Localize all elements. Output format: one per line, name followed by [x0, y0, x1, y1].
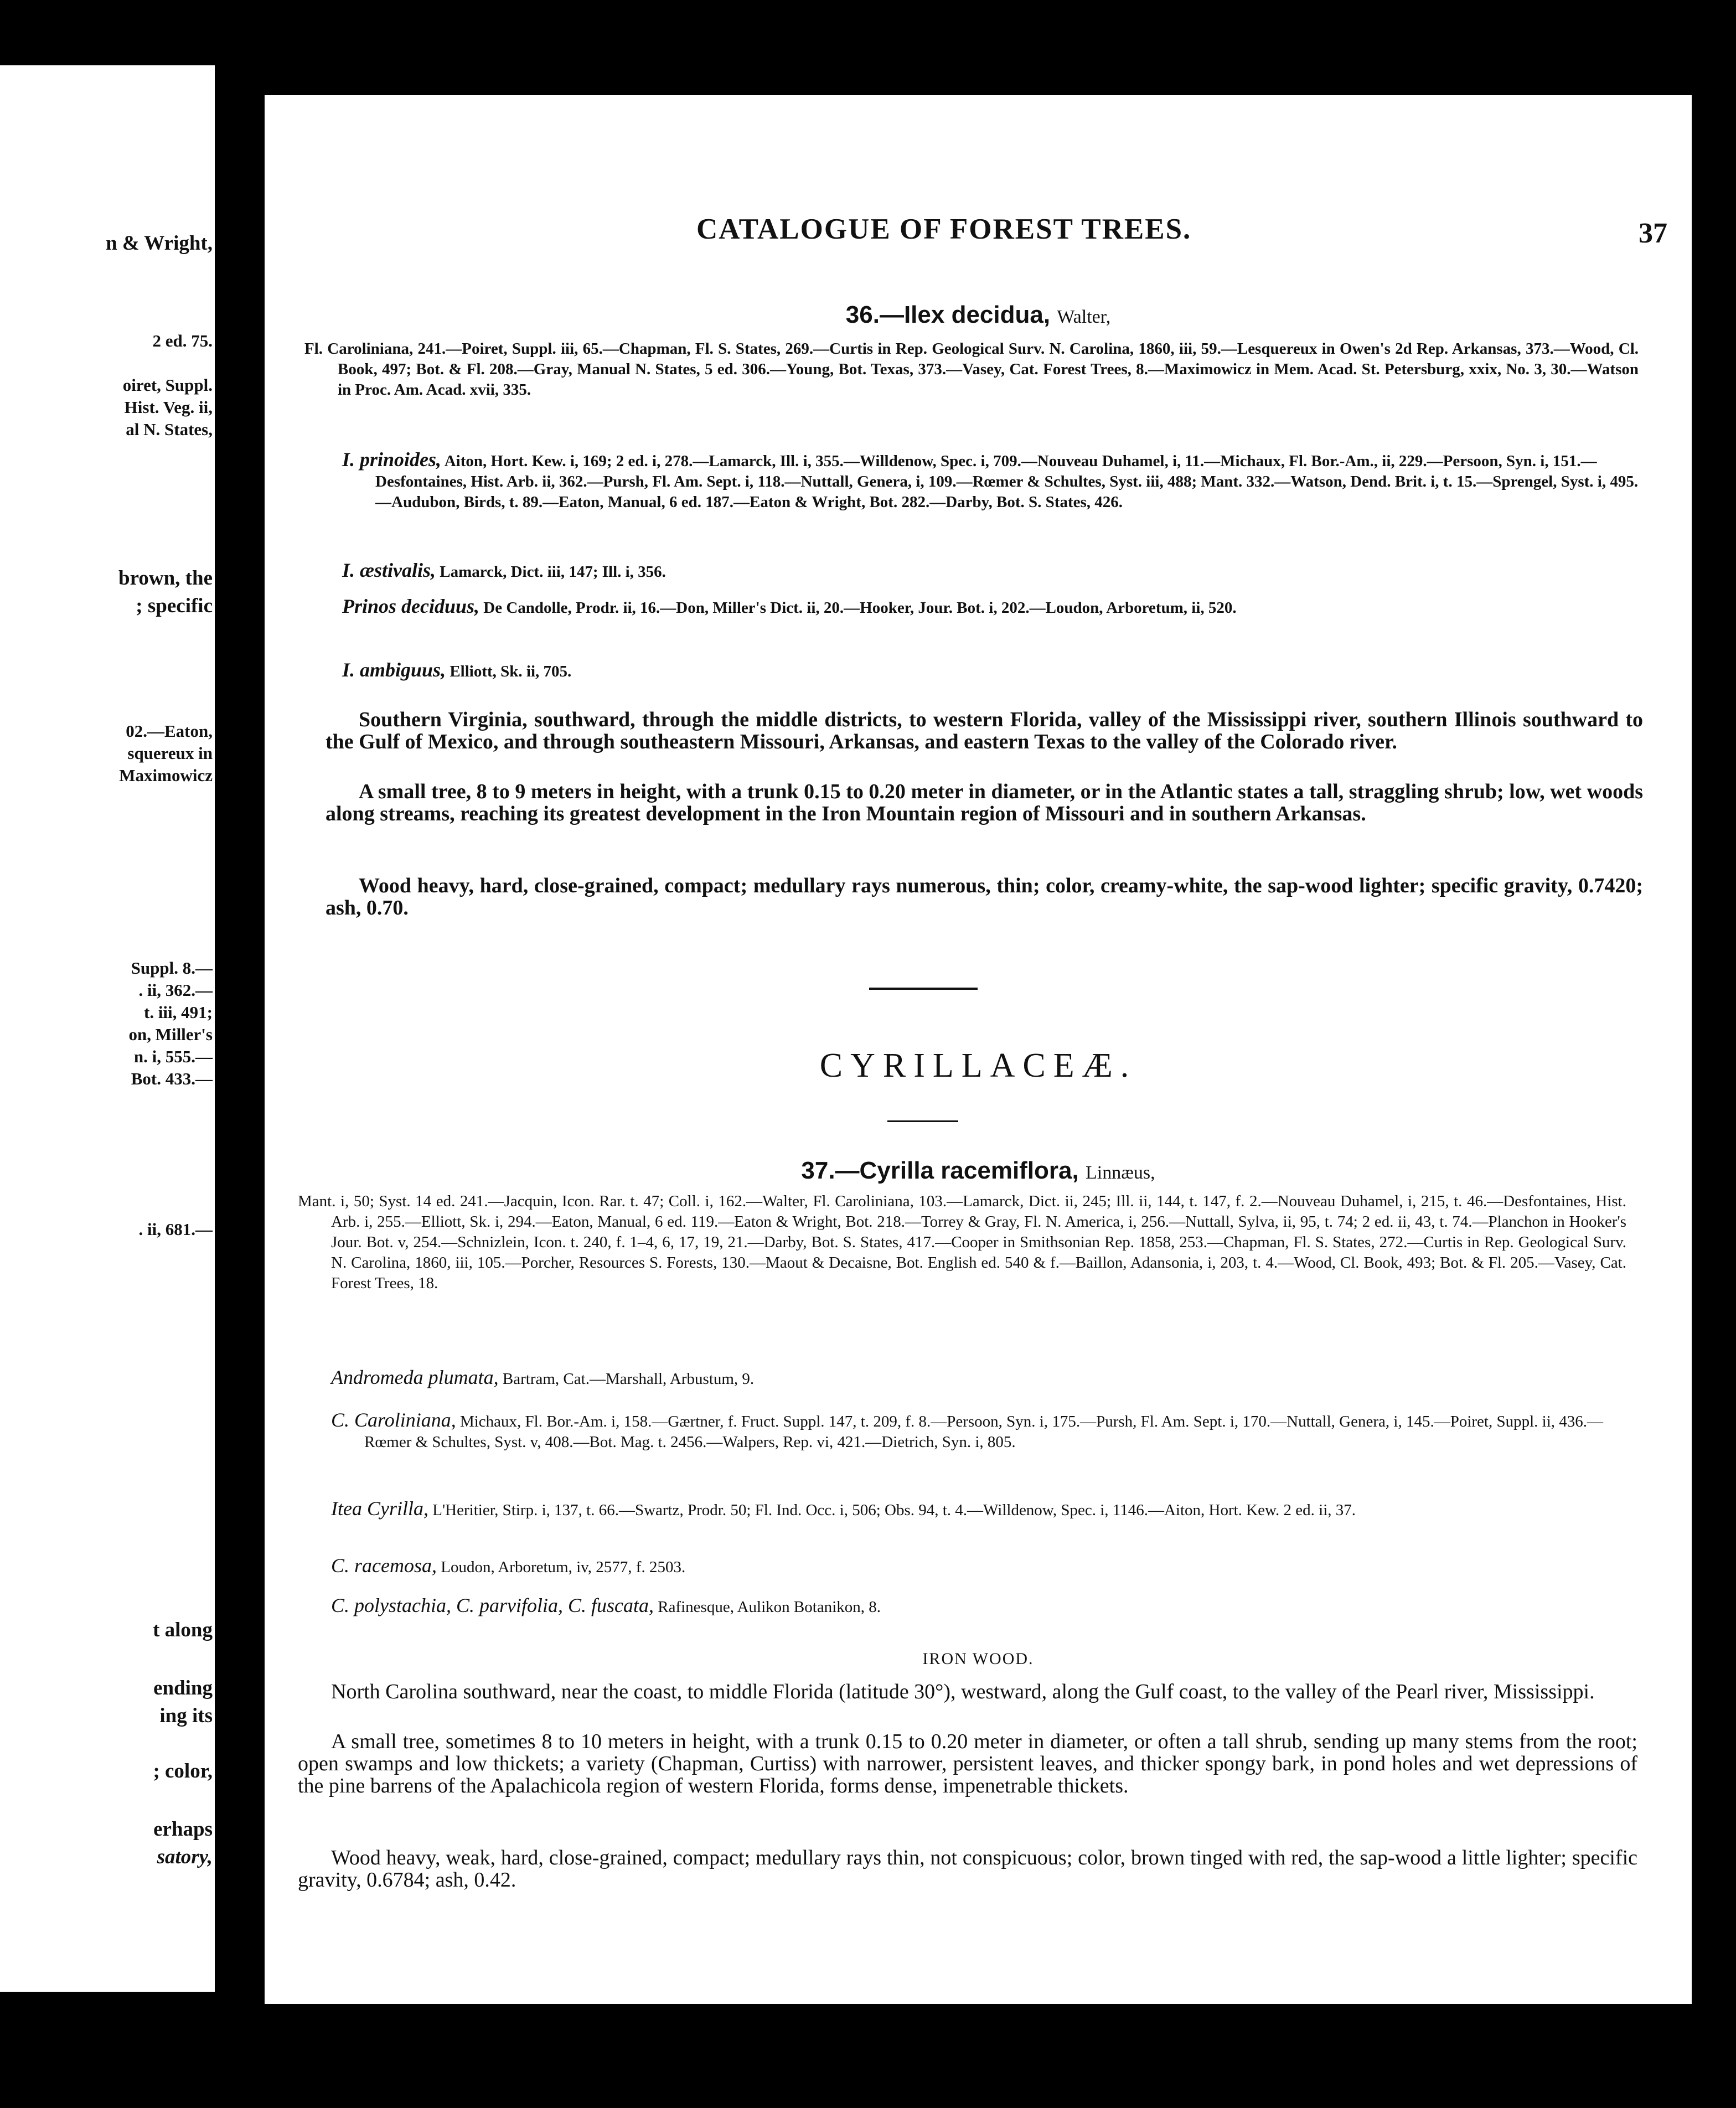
facing-page-line: 2 ed. 75. [152, 331, 213, 350]
facing-page-line: brown, the [118, 567, 213, 590]
synonym-citation: Elliott, Sk. ii, 705. [450, 663, 572, 680]
synonym-entry [342, 450, 1643, 513]
entry-heading [265, 1157, 1692, 1185]
synonym-citation: Michaux, Fl. Bor.-Am. i, 158.—Gærtner, f. Fruct. Suppl. 147, t. 209, f. 8.—Persoon, Syn. i, 175.—Pursh, Fl. Am. Sept. i, 170.—Nuttall, Genera, i, 145.—Poiret, Suppl. ii, 436.—Rœmer & Schultes, Syst. v, 408.—Bot. Mag. t. 2456.—Walpers, Rep. vi, 421.—Dietrich, Syn. i, 805. [364, 1413, 1604, 1451]
facing-page-line: satory, [157, 1846, 213, 1868]
synonym-entry [331, 1367, 1626, 1389]
habit-paragraph: A small tree, sometimes 8 to 10 meters in height, with a trunk 0.15 to 0.20 meter in diameter, or often a tall shrub, sending up many stems from the root; open swamps and low thickets; a variety (Chapman, Curtiss) with narrower, persistent leaves, and thicker spongy bark, in pond holes and wet depressions of the pine barrens of the Apalachicola region of western Florida, forms dense, impenetrable thickets. [298, 1730, 1637, 1797]
synonym-citation: Rafinesque, Aulikon Botanikon, 8. [658, 1598, 881, 1616]
facing-page-line: ; color, [153, 1760, 213, 1782]
family-underline [887, 1120, 958, 1122]
species-author: Walter, [1057, 307, 1111, 327]
range-paragraph: Southern Virginia, southward, through the middle districts, to western Florida, valley of the Mississippi river, southern Illinois southward to the Gulf of Mexico, and through southeastern Missouri, Arkansas, and eastern Texas to the valley of the Colorado river. [326, 708, 1643, 753]
wood-paragraph: Wood heavy, hard, close-grained, compact; medullary rays numerous, thin; color, creamy-white, the sap-wood lighter; specific gravity, 0.7420; ash, 0.70. [326, 874, 1643, 919]
facing-page-line: 02.—Eaton, [126, 721, 213, 741]
references-block: Fl. Caroliniana, 241.—Poiret, Suppl. iii, 65.—Chapman, Fl. S. States, 269.—Curtis in Rep. Geological Surv. N. Carolina, 1860, iii, 59.—Lesquereux in Owen's 2d Rep. Arkansas, 373.—Wood, Cl. Book, 497; Bot. & Fl. 208.—Gray, Manual N. States, 5 ed. 306.—Young, Bot. Texas, 373.—Vasey, Cat. Forest Trees, 8.—Maximowicz in Mem. Acad. St. Petersburg, xxix, No. 3, 30.—Watson in Proc. Am. Acad. xvii, 335. [304, 340, 1639, 399]
facing-page-line: n. i, 555.— [133, 1047, 213, 1066]
page [265, 95, 1692, 2004]
synonym-entry [331, 1499, 1626, 1521]
facing-page-line: ing its [159, 1704, 213, 1727]
facing-page-line: erhaps [153, 1818, 213, 1841]
facing-page-line: ; specific [136, 595, 213, 617]
facing-page-line: squereux in [127, 743, 213, 763]
wood-paragraph: Wood heavy, weak, hard, close-grained, compact; medullary rays thin, not conspicuous; color, brown tinged with red, the sap-wood a little lighter; specific gravity, 0.6784; ash, 0.42. [298, 1846, 1637, 1892]
synonym-citation: De Candolle, Prodr. ii, 16.—Don, Miller's Dict. ii, 20.—Hooker, Jour. Bot. i, 202.—Loudon, Arboretum, ii, 520. [483, 599, 1237, 617]
facing-page-line: n & Wright, [106, 232, 213, 255]
facing-page-line: ending [153, 1677, 213, 1699]
family-heading: CYRILLACEÆ. [819, 1047, 1137, 1084]
synonym-name: Andromeda plumata, [331, 1366, 499, 1388]
references-block: Mant. i, 50; Syst. 14 ed. 241.—Jacquin, Icon. Rar. t. 47; Coll. i, 162.—Walter, Fl. Caroliniana, 103.—Lamarck, Dict. ii, 245; Ill. ii, 144, t. 147, f. 2.—Nouveau Duhamel, i, 215, t. 46.—Desfontaines, Hist. Arb. i, 255.—Elliott, Sk. i, 294.—Eaton, Manual, 6 ed. 119.—Eaton & Wright, Bot. 218.—Torrey & Gray, Fl. N. America, i, 256.—Nuttall, Sylva, ii, 95, t. 74; 2 ed. ii, 43, t. 74.—Planchon in Hooker's Jour. Bot. v, 254.—Schnizlein, Icon. t. 240, f. 1–4, 6, 17, 19, 21.—Darby, Bot. S. States, 417.—Cooper in Smithsonian Rep. 1858, 253.—Chapman, Fl. S. States, 272.—Curtis in Rep. Geological Surv. N. Carolina, 1860, iii, 105.—Porcher, Resources S. Forests, 130.—Maout & Decaisne, Bot. English ed. 540 & f.—Baillon, Adansonia, i, 203, t. 4.—Wood, Cl. Book, 493; Bot. & Fl. 205.—Vasey, Cat. Forest Trees, 18. [298, 1192, 1626, 1292]
synonym-citation: Loudon, Arboretum, iv, 2577, f. 2503. [441, 1558, 686, 1576]
species-name: 37.—Cyrilla racemiflora, [801, 1157, 1079, 1184]
synonym-name: C. Caroliniana, [331, 1409, 456, 1431]
synonym-name: I. prinoides, [342, 448, 442, 471]
synonym-name: Prinos deciduus, [342, 595, 480, 617]
synonym-name: I. ambiguus, [342, 659, 446, 681]
synonym-citation: Bartram, Cat.—Marshall, Arbustum, 9. [502, 1370, 755, 1388]
synonym-citation: Lamarck, Dict. iii, 147; Ill. i, 356. [440, 563, 666, 581]
facing-page-line: Maximowicz [119, 766, 213, 785]
page-number: 37 [1639, 218, 1667, 249]
facing-page-line: t along [153, 1619, 213, 1641]
synonym-citation: L'Heritier, Stirp. i, 137, t. 66.—Swartz, Prodr. 50; Fl. Ind. Occ. i, 506; Obs. 94, t. 4.—Willdenow, Spec. i, 1146.—Aiton, Hort. Kew. 2 ed. ii, 37. [432, 1501, 1356, 1519]
facing-page-line: oiret, Suppl. [122, 375, 213, 395]
facing-page-line: Suppl. 8.— [131, 958, 213, 978]
species-author: Linnæus, [1085, 1162, 1155, 1183]
facing-page-line: al N. States, [126, 420, 213, 439]
synonym-entry [342, 560, 1643, 582]
facing-page-line: . ii, 362.— [138, 980, 213, 1000]
synonym-entry [331, 1556, 1626, 1578]
facing-page-line: Hist. Veg. ii, [124, 397, 213, 417]
facing-page-line: on, Miller's [128, 1025, 213, 1044]
facing-page-fragment [0, 65, 215, 1992]
synonym-entry [331, 1595, 1626, 1618]
synonym-name: C. polystachia, C. parvifolia, C. fuscata, [331, 1594, 654, 1616]
section-divider [869, 988, 978, 990]
habit-paragraph: A small tree, 8 to 9 meters in height, with a trunk 0.15 to 0.20 meter in diameter, or in the Atlantic states a tall, straggling shrub; low, wet woods along streams, reaching its greatest development in the Iron Mountain region of Missouri and in southern Arkansas. [326, 780, 1643, 825]
synonym-citation: Aiton, Hort. Kew. i, 169; 2 ed. i, 278.—Lamarck, Ill. i, 355.—Willdenow, Spec. i, 709.—Nouveau Duhamel, i, 11.—Michaux, Fl. Bor.-Am., ii, 229.—Persoon, Syn. i, 151.—Desfontaines, Hist. Arb. ii, 362.—Pursh, Fl. Am. Sept. i, 118.—Nuttall, Genera, i, 109.—Rœmer & Schultes, Syst. iii, 488; Mant. 332.—Watson, Dend. Brit. i, t. 15.—Sprengel, Syst. i, 495.—Audubon, Birds, t. 89.—Eaton, Manual, 6 ed. 187.—Eaton & Wright, Bot. 282.—Darby, Bot. S. States, 426. [375, 452, 1639, 511]
synonym-name: I. æstivalis, [342, 559, 436, 581]
facing-page-line: Bot. 433.— [131, 1069, 213, 1088]
facing-page-line: t. iii, 491; [144, 1003, 213, 1022]
range-paragraph: North Carolina southward, near the coast, to middle Florida (latitude 30°), westward, along the Gulf coast, to the valley of the Pearl river, Mississippi. [331, 1680, 1595, 1703]
synonym-entry [331, 1410, 1626, 1453]
synonym-entry [342, 596, 1643, 618]
synonym-entry [342, 660, 1643, 682]
species-name: 36.—Ilex decidua, [845, 301, 1051, 328]
synonym-name: Itea Cyrilla, [331, 1497, 428, 1520]
entry-heading [265, 301, 1692, 329]
common-name: IRON WOOD. [922, 1650, 1034, 1668]
running-title: CATALOGUE OF FOREST TREES. [696, 213, 1192, 245]
synonym-name: C. racemosa, [331, 1554, 437, 1577]
facing-page-line: . ii, 681.— [138, 1220, 213, 1239]
